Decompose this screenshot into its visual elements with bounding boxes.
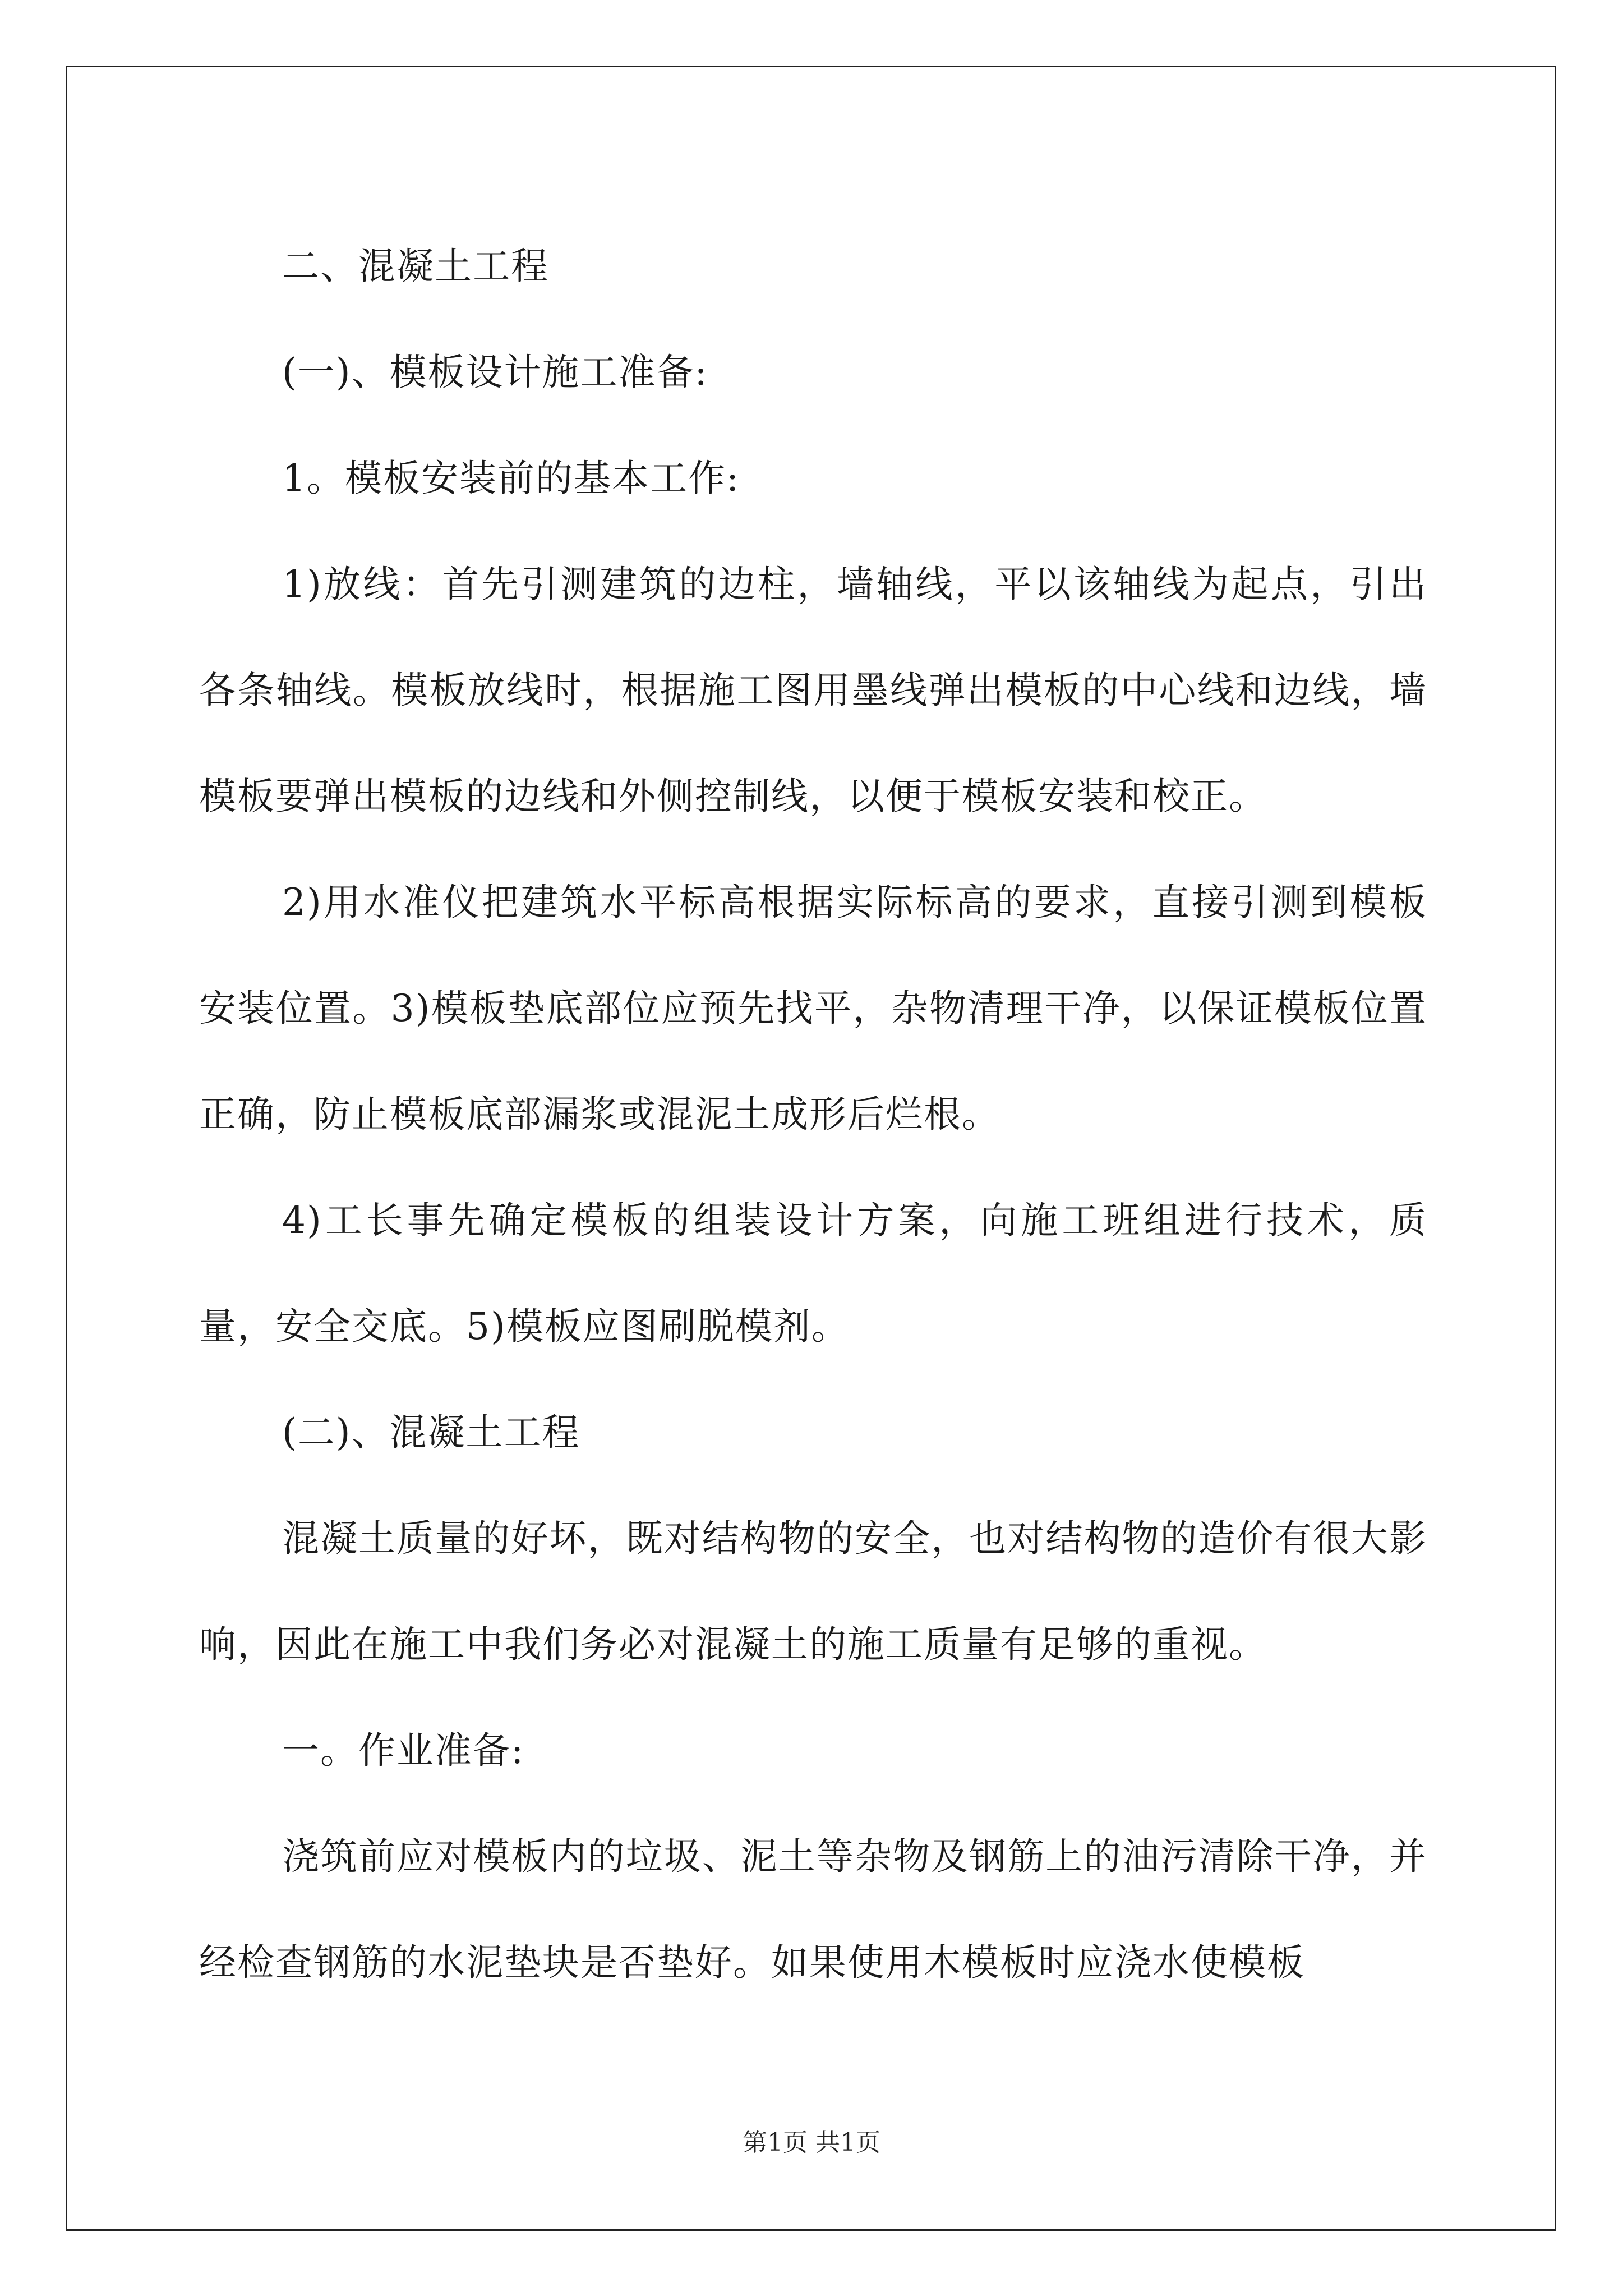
paragraph: 2)用水准仪把建筑水平标高根据实际标高的要求，直接引测到模板安装位置。3)模板垫底部位应预先找平，杂物清理干净，以保证模板位置正确，防止模板底部漏浆或混泥土成形后烂根。	[199, 881, 1427, 1136]
document-body	[199, 213, 1427, 2016]
paragraph: 混凝土质量的好坏，既对结构物的安全，也对结构物的造价有很大影响，因此在施工中我们务必对混凝土的施工质量有足够的重视。	[199, 1517, 1427, 1666]
paragraph: 1)放线：首先引测建筑的边柱，墙轴线，平以该轴线为起点，引出各条轴线。模板放线时，根据施工图用墨线弹出模板的中心线和边线，墙模板要弹出模板的边线和外侧控制线，以便于模板安装和校正。	[199, 563, 1427, 818]
paragraph: 4)工长事先确定模板的组装设计方案，向施工班组进行技术，质量，安全交底。5)模板应图刷脱模剂。	[199, 1199, 1427, 1348]
page-footer: 第1页 共1页	[743, 2128, 880, 2157]
section-heading: 二、混凝土工程	[282, 245, 549, 288]
paragraph: 浇筑前应对模板内的垃圾、泥土等杂物及钢筋上的油污清除干净，并经检查钢筋的水泥垫块是否垫好。如果使用木模板时应浇水使模板	[199, 1835, 1427, 1984]
subsection-heading: (二)、混凝土工程	[282, 1411, 580, 1454]
item-heading: 一。作业准备:	[282, 1729, 525, 1772]
item-heading: 1。模板安装前的基本工作:	[282, 457, 740, 500]
subsection-heading: (一)、模板设计施工准备:	[282, 351, 708, 394]
